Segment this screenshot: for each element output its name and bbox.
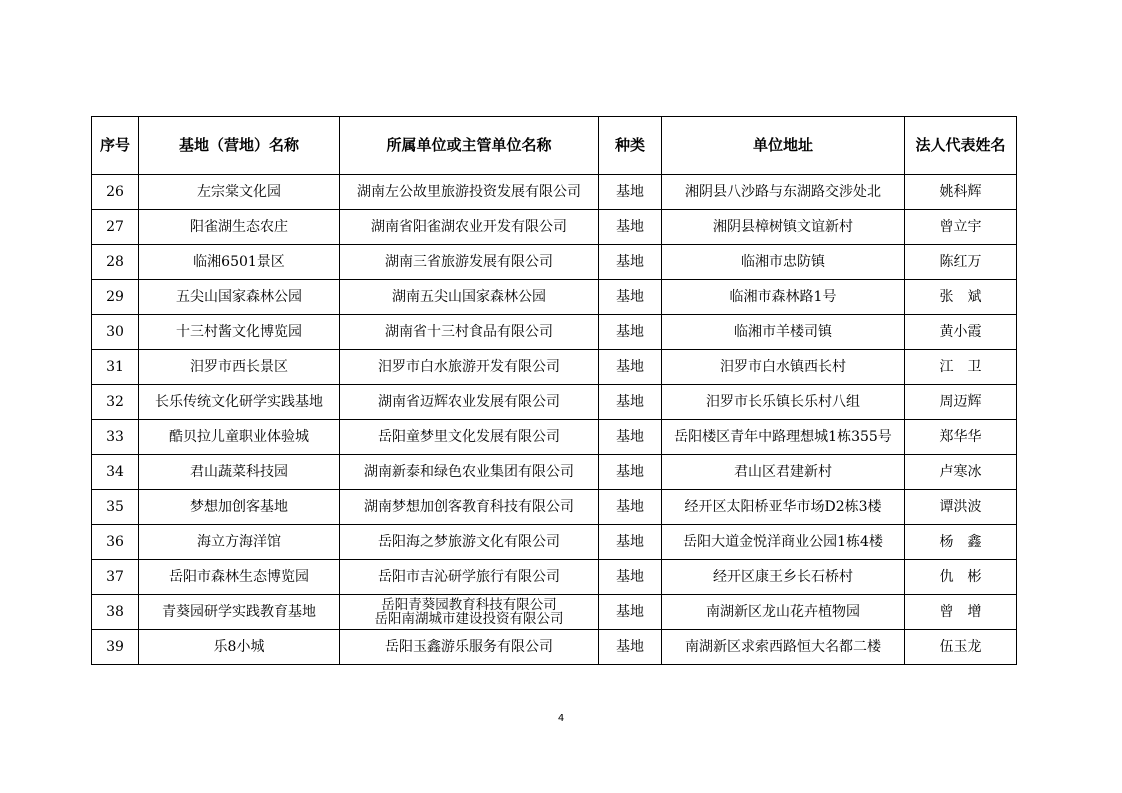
cell-org	[340, 175, 599, 210]
cell-rep: 黄小霞	[905, 315, 1017, 350]
org-line: 湖南五尖山国家森林公园	[392, 288, 546, 305]
org-line: 岳阳南湖城市建设投资有限公司	[374, 611, 564, 627]
cell-org	[340, 525, 599, 560]
cell-address: 湘阴县樟树镇文谊新村	[662, 210, 905, 245]
table-header-row	[92, 117, 1017, 175]
org-line: 湖南梦想加创客教育科技有限公司	[364, 498, 574, 515]
cell-org	[340, 385, 599, 420]
cell-address: 临湘市羊楼司镇	[662, 315, 905, 350]
cell-address: 汨罗市长乐镇长乐村八组	[662, 385, 905, 420]
cell-address: 南湖新区龙山花卉植物园	[662, 595, 905, 630]
cell-type: 基地	[599, 280, 662, 315]
cell-rep: 张 斌	[905, 280, 1017, 315]
cell-type: 基地	[599, 385, 662, 420]
cell-name: 酷贝拉儿童职业体验城	[139, 420, 340, 455]
org-line: 岳阳海之梦旅游文化有限公司	[378, 533, 560, 550]
org-line: 岳阳青葵园教育科技有限公司	[381, 597, 557, 613]
table-row	[92, 595, 1017, 630]
cell-no: 39	[92, 630, 139, 665]
cell-type: 基地	[599, 315, 662, 350]
table-row	[92, 525, 1017, 560]
cell-rep: 仇 彬	[905, 560, 1017, 595]
cell-org	[340, 280, 599, 315]
cell-name: 十三村酱文化博览园	[139, 315, 340, 350]
cell-type: 基地	[599, 455, 662, 490]
cell-address: 岳阳楼区青年中路理想城1栋355号	[662, 420, 905, 455]
cell-org	[340, 630, 599, 665]
bases-table	[91, 116, 1017, 665]
table-row	[92, 245, 1017, 280]
cell-no: 28	[92, 245, 139, 280]
table-body	[92, 175, 1017, 665]
org-line: 湖南省阳雀湖农业开发有限公司	[371, 218, 567, 235]
cell-name: 汨罗市西长景区	[139, 350, 340, 385]
org-line: 湖南省迈辉农业发展有限公司	[378, 393, 560, 410]
header-rep: 法人代表姓名	[905, 117, 1017, 175]
cell-rep: 杨 鑫	[905, 525, 1017, 560]
cell-no: 29	[92, 280, 139, 315]
page-number: 4	[557, 713, 565, 724]
cell-no: 26	[92, 175, 139, 210]
cell-address: 岳阳大道金悦洋商业公园1栋4楼	[662, 525, 905, 560]
cell-org	[340, 595, 599, 630]
cell-rep: 周迈辉	[905, 385, 1017, 420]
cell-type: 基地	[599, 210, 662, 245]
header-no: 序号	[92, 117, 139, 175]
cell-rep: 郑华华	[905, 420, 1017, 455]
cell-type: 基地	[599, 175, 662, 210]
table-row	[92, 420, 1017, 455]
cell-no: 27	[92, 210, 139, 245]
cell-name: 左宗棠文化园	[139, 175, 340, 210]
header-type: 种类	[599, 117, 662, 175]
cell-type: 基地	[599, 245, 662, 280]
cell-no: 30	[92, 315, 139, 350]
cell-type: 基地	[599, 420, 662, 455]
header-org: 所属单位或主管单位名称	[340, 117, 599, 175]
cell-type: 基地	[599, 490, 662, 525]
cell-name: 海立方海洋馆	[139, 525, 340, 560]
org-line: 岳阳市吉沁研学旅行有限公司	[378, 568, 560, 585]
cell-name: 君山蔬菜科技园	[139, 455, 340, 490]
cell-address: 汨罗市白水镇西长村	[662, 350, 905, 385]
org-line: 湖南省十三村食品有限公司	[385, 323, 553, 340]
cell-name: 临湘6501景区	[139, 245, 340, 280]
cell-address: 君山区君建新村	[662, 455, 905, 490]
cell-type: 基地	[599, 560, 662, 595]
cell-name: 梦想加创客基地	[139, 490, 340, 525]
cell-type: 基地	[599, 350, 662, 385]
cell-rep: 江 卫	[905, 350, 1017, 385]
cell-no: 38	[92, 595, 139, 630]
org-line: 岳阳玉鑫游乐服务有限公司	[385, 638, 553, 655]
header-name: 基地（营地）名称	[139, 117, 340, 175]
cell-rep: 姚科辉	[905, 175, 1017, 210]
cell-rep: 谭洪波	[905, 490, 1017, 525]
cell-org	[340, 455, 599, 490]
cell-rep: 陈红万	[905, 245, 1017, 280]
cell-org	[340, 315, 599, 350]
org-line: 岳阳童梦里文化发展有限公司	[378, 428, 560, 445]
cell-name: 青葵园研学实践教育基地	[139, 595, 340, 630]
table-row	[92, 315, 1017, 350]
table-row	[92, 490, 1017, 525]
org-line: 湖南三省旅游发展有限公司	[385, 253, 553, 270]
cell-name: 五尖山国家森林公园	[139, 280, 340, 315]
header-address: 单位地址	[662, 117, 905, 175]
table-row	[92, 175, 1017, 210]
cell-no: 36	[92, 525, 139, 560]
cell-address: 经开区太阳桥亚华市场D2栋3楼	[662, 490, 905, 525]
table-row	[92, 560, 1017, 595]
cell-name: 长乐传统文化研学实践基地	[139, 385, 340, 420]
table-row	[92, 385, 1017, 420]
cell-no: 34	[92, 455, 139, 490]
cell-name: 岳阳市森林生态博览园	[139, 560, 340, 595]
cell-org	[340, 210, 599, 245]
cell-name: 乐8小城	[139, 630, 340, 665]
cell-no: 31	[92, 350, 139, 385]
cell-org	[340, 245, 599, 280]
table-row	[92, 280, 1017, 315]
cell-address: 临湘市忠防镇	[662, 245, 905, 280]
cell-rep: 卢寒冰	[905, 455, 1017, 490]
cell-address: 经开区康王乡长石桥村	[662, 560, 905, 595]
table-row	[92, 455, 1017, 490]
cell-type: 基地	[599, 630, 662, 665]
cell-org	[340, 560, 599, 595]
table-row	[92, 630, 1017, 665]
cell-name: 阳雀湖生态农庄	[139, 210, 340, 245]
cell-org	[340, 350, 599, 385]
cell-rep: 曾 增	[905, 595, 1017, 630]
org-line: 湖南左公故里旅游投资发展有限公司	[357, 183, 581, 200]
cell-no: 32	[92, 385, 139, 420]
cell-address: 临湘市森林路1号	[662, 280, 905, 315]
cell-address: 南湖新区求索西路恒大名都二楼	[662, 630, 905, 665]
table-row	[92, 210, 1017, 245]
cell-no: 37	[92, 560, 139, 595]
cell-type: 基地	[599, 525, 662, 560]
cell-no: 35	[92, 490, 139, 525]
cell-no: 33	[92, 420, 139, 455]
cell-address: 湘阴县八沙路与东湖路交涉处北	[662, 175, 905, 210]
cell-type: 基地	[599, 595, 662, 630]
org-line: 汨罗市白水旅游开发有限公司	[378, 358, 560, 375]
cell-rep: 伍玉龙	[905, 630, 1017, 665]
org-line: 湖南新泰和绿色农业集团有限公司	[364, 463, 574, 480]
cell-rep: 曾立宇	[905, 210, 1017, 245]
cell-org	[340, 490, 599, 525]
table-row	[92, 350, 1017, 385]
cell-org	[340, 420, 599, 455]
